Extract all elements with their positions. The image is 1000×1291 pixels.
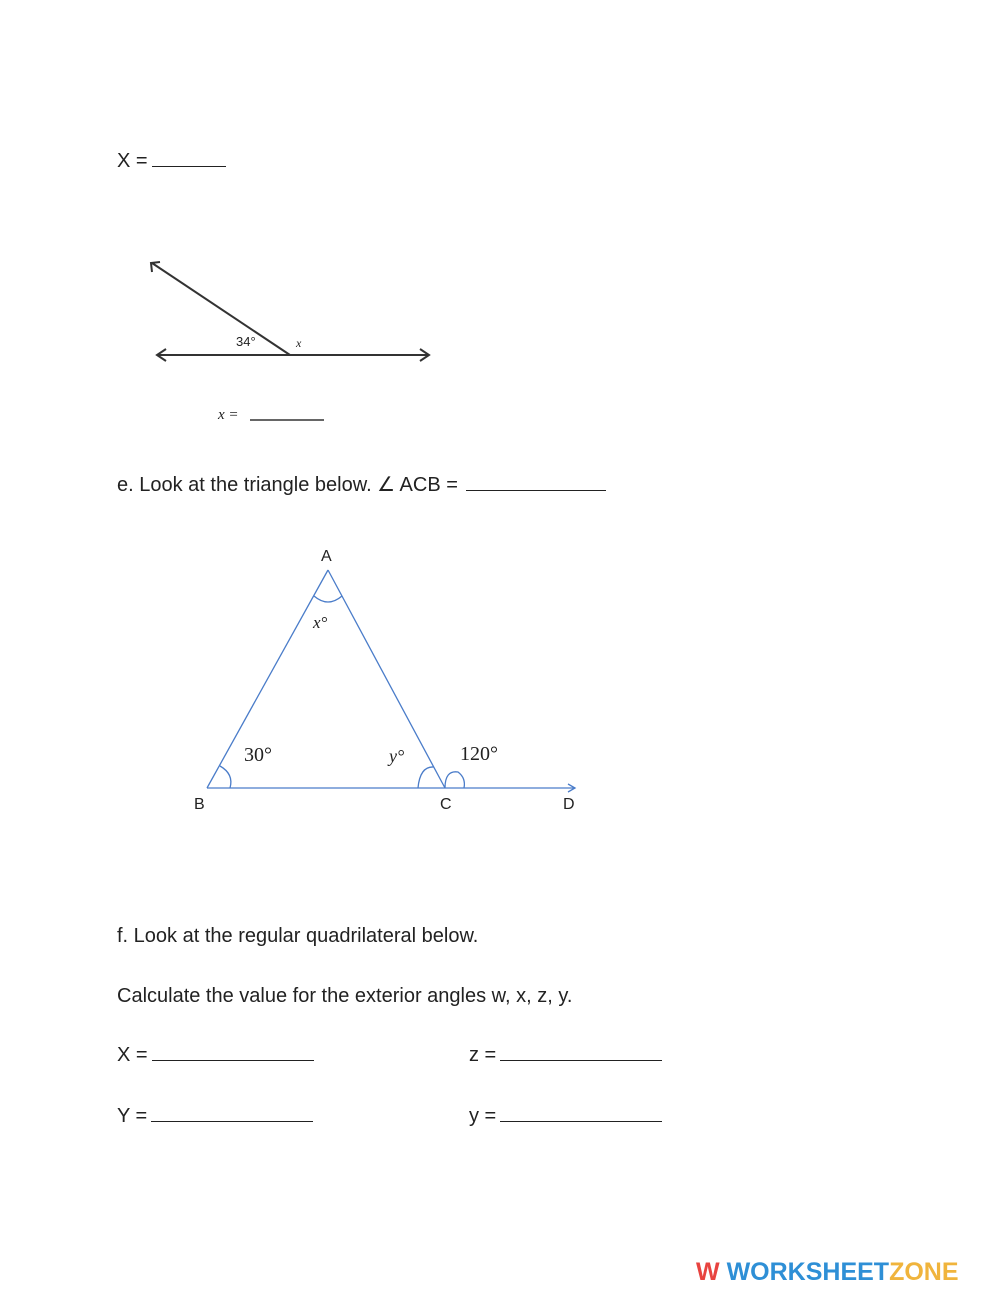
angle-figure [151,262,429,420]
angle-x-label: x [296,336,302,350]
angle-34-label: 34° [236,334,256,349]
question-f-instruction: Calculate the value for the exterior angles w, x, z, y. [117,985,573,1007]
answer-label: X = [117,1044,148,1066]
logo-text-worksheet: WORKSHEET [726,1258,890,1286]
worksheetzone-logo [696,1258,959,1287]
answer-blank[interactable] [466,489,606,491]
question-e-text: e. Look at the triangle below. ∠ ACB = [117,474,458,496]
answer-blank[interactable] [500,1120,662,1122]
question-e [117,472,606,497]
answer-label: y = [469,1105,497,1127]
answer-y [469,1105,662,1128]
angle-c-label: y° [389,746,405,766]
answer-blank[interactable] [151,1120,313,1122]
answer-label: z = [469,1044,497,1066]
vertex-a-label: A [321,548,332,565]
exterior-angle-label: 120° [460,743,498,765]
logo-text-zone: ZONE [889,1258,959,1286]
question-f: f. Look at the regular quadrilateral below. [117,925,479,947]
vertex-c-label: C [440,796,452,813]
x-answer-label: x = [218,407,239,423]
x-label: X = [117,150,148,172]
vertex-b-label: B [194,796,205,813]
logo-w-icon: W [696,1258,720,1286]
answer-blank[interactable] [500,1059,662,1061]
answer-Y [117,1105,313,1128]
point-d-label: D [563,796,575,813]
answer-z [469,1044,662,1067]
answer-blank[interactable] [152,1059,314,1061]
answer-label: Y = [117,1105,148,1127]
answer-x [117,1044,314,1067]
angle-b-label: 30° [244,744,272,766]
angle-a-label: x° [313,613,328,632]
